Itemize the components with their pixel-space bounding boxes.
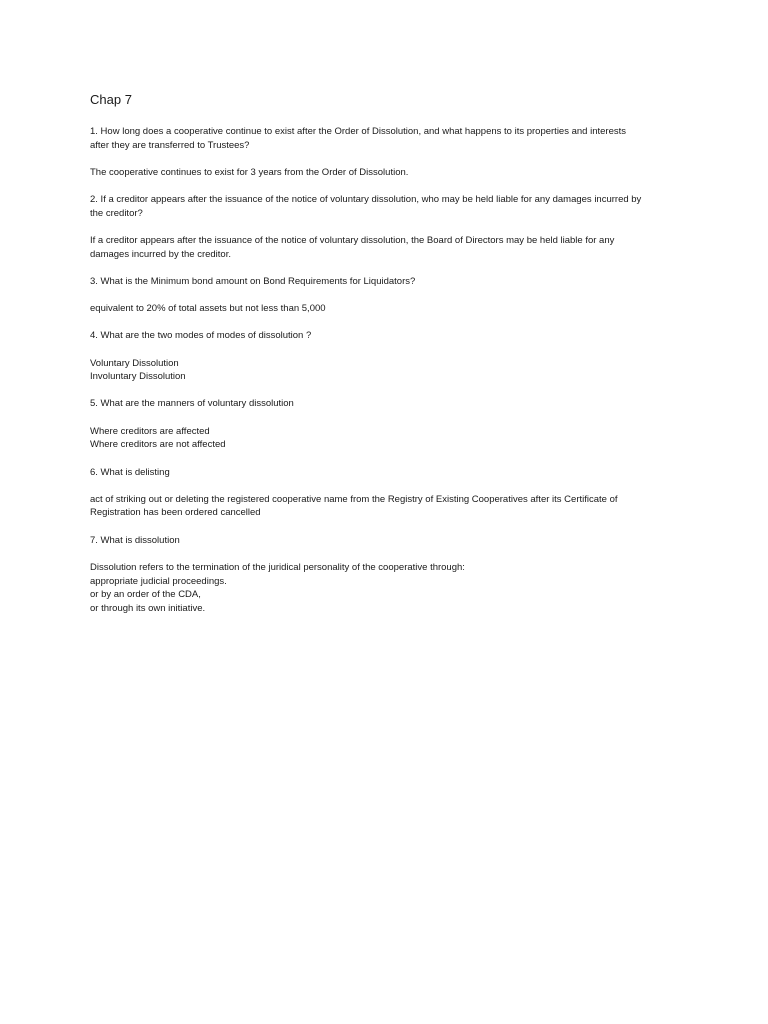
- text-line: equivalent to 20% of total assets but not less than 5,000: [90, 303, 326, 315]
- answer-paragraph: [90, 493, 690, 520]
- answer-paragraph: [90, 166, 690, 180]
- text-line: 5. What are the manners of voluntary dissolution: [90, 398, 294, 410]
- answer-paragraph: [90, 425, 690, 452]
- question-paragraph: [90, 275, 690, 289]
- answer-paragraph: [90, 234, 690, 261]
- text-line: Dissolution refers to the termination of the juridical personality of the cooperative through:: [90, 561, 465, 573]
- question-paragraph: [90, 329, 690, 343]
- text-line: 3. What is the Minimum bond amount on Bond Requirements for Liquidators?: [90, 275, 416, 287]
- question-paragraph: [90, 193, 690, 220]
- document-body: [90, 125, 690, 616]
- text-line: the creditor?: [90, 207, 143, 219]
- text-line: after they are transferred to Trustees?: [90, 139, 250, 151]
- answer-paragraph: [90, 302, 690, 316]
- text-line: or through its own initiative.: [90, 602, 206, 614]
- question-paragraph: [90, 397, 690, 411]
- text-line: Voluntary Dissolution: [90, 357, 179, 369]
- text-line: appropriate judicial proceedings.: [90, 575, 227, 587]
- question-paragraph: [90, 125, 690, 152]
- text-line: act of striking out or deleting the registered cooperative name from the Registry of Existing Cooperatives after its Certificate of: [90, 493, 618, 505]
- question-paragraph: [90, 466, 690, 480]
- text-line: If a creditor appears after the issuance of the notice of voluntary dissolution, the Board of Directors may be held liable for any: [90, 235, 615, 247]
- document-page: [90, 91, 690, 629]
- page-title: Chap 7: [90, 92, 132, 107]
- text-line: 7. What is dissolution: [90, 534, 180, 546]
- answer-paragraph: [90, 561, 690, 616]
- text-line: Where creditors are affected: [90, 425, 210, 437]
- text-line: 1. How long does a cooperative continue to exist after the Order of Dissolution, and what happens to its properties and interests: [90, 126, 627, 137]
- text-line: Involuntary Dissolution: [90, 371, 186, 383]
- text-line: 4. What are the two modes of modes of dissolution ?: [90, 330, 312, 342]
- text-line: or by an order of the CDA,: [90, 589, 201, 601]
- text-line: 6. What is delisting: [90, 466, 170, 478]
- text-line: Registration has been ordered cancelled: [90, 507, 261, 519]
- text-line: The cooperative continues to exist for 3 years from the Order of Dissolution.: [90, 166, 409, 178]
- text-line: damages incurred by the creditor.: [90, 248, 231, 260]
- question-paragraph: [90, 534, 690, 548]
- answer-paragraph: [90, 357, 690, 384]
- text-line: 2. If a creditor appears after the issuance of the notice of voluntary dissolution, who may be held liable for any damages incurred by: [90, 194, 642, 206]
- text-line: Where creditors are not affected: [90, 439, 226, 451]
